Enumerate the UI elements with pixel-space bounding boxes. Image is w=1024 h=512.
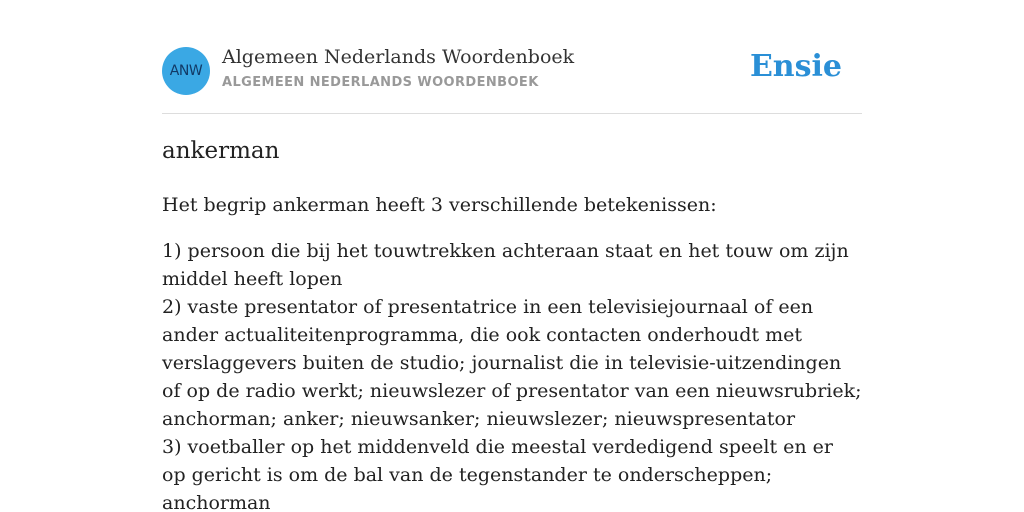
ensie-logo[interactable]: Ensie — [749, 49, 842, 84]
anw-logo[interactable]: ANW — [162, 47, 210, 95]
meaning-item: 3) voetballer op het middenveld die meestal verdedigend speelt en er op gericht is om de bal van de tegenstander te onderscheppen; anchorman — [162, 436, 833, 512]
entry-intro: Het begrip ankerman heeft 3 verschillende betekenissen: — [162, 194, 717, 216]
meaning-item: 1) persoon die bij het touwtrekken achteraan staat en het touw om zijn middel heeft lopen — [162, 240, 849, 290]
source-subtitle: ALGEMEEN NEDERLANDS WOORDENBOEK — [222, 75, 539, 90]
meaning-list — [162, 237, 862, 512]
entry-card — [162, 0, 862, 512]
entry-term: ankerman — [162, 138, 280, 164]
source-title[interactable]: Algemeen Nederlands Woordenboek — [222, 46, 575, 68]
meaning-item: 2) vaste presentator of presentatrice in een televisiejournaal of een ander actualiteitenprogramma, die ook contacten onderhoudt met verslaggevers buiten de studio; journalist die in televisie-uitzendingen of op de radio werkt; nieuwslezer of presentator van een nieuwsrubriek; anchorman; anker; nieuwsanker; nieuwslezer; nieuwspresentator — [162, 296, 862, 430]
source-header — [162, 40, 862, 114]
